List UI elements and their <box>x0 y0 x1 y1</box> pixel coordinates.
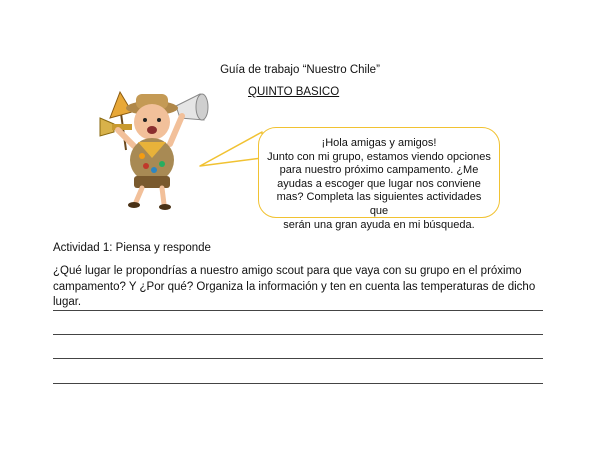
page-title: Guía de trabajo “Nuestro Chile” <box>220 64 380 76</box>
bubble-line: ayudas a escoger que lugar nos conviene <box>277 177 481 190</box>
bubble-line: ¡Hola amigas y amigos! <box>321 137 437 149</box>
speech-bubble <box>258 127 500 231</box>
bubble-line: para nuestro próximo campamento. ¿Me <box>279 164 479 177</box>
activity-1-question <box>53 264 553 311</box>
question-line: ¿Qué lugar le propondrías a nuestro amigo scout para que vaya con su grupo en el próximo <box>53 265 522 277</box>
question-line: campamento? Y ¿Por qué? Organiza la información y ten en cuenta las temperaturas de dicho lugar. <box>53 280 536 308</box>
grade-subtitle: QUINTO BASICO <box>248 86 340 98</box>
bubble-line: serán una gran ayuda en mi búsqueda. <box>283 218 475 231</box>
bubble-line: mas? Completa las siguientes actividades que <box>276 191 482 217</box>
bubble-line: Junto con mi grupo, estamos viendo opciones <box>267 150 491 163</box>
speech-bubble-tail <box>196 128 266 173</box>
answer-line-2[interactable] <box>53 334 543 335</box>
answer-line-4[interactable] <box>53 383 543 384</box>
answer-line-1[interactable] <box>53 310 543 311</box>
answer-line-3[interactable] <box>53 358 543 359</box>
activity-1-title: Actividad 1: Piensa y responde <box>53 242 211 254</box>
